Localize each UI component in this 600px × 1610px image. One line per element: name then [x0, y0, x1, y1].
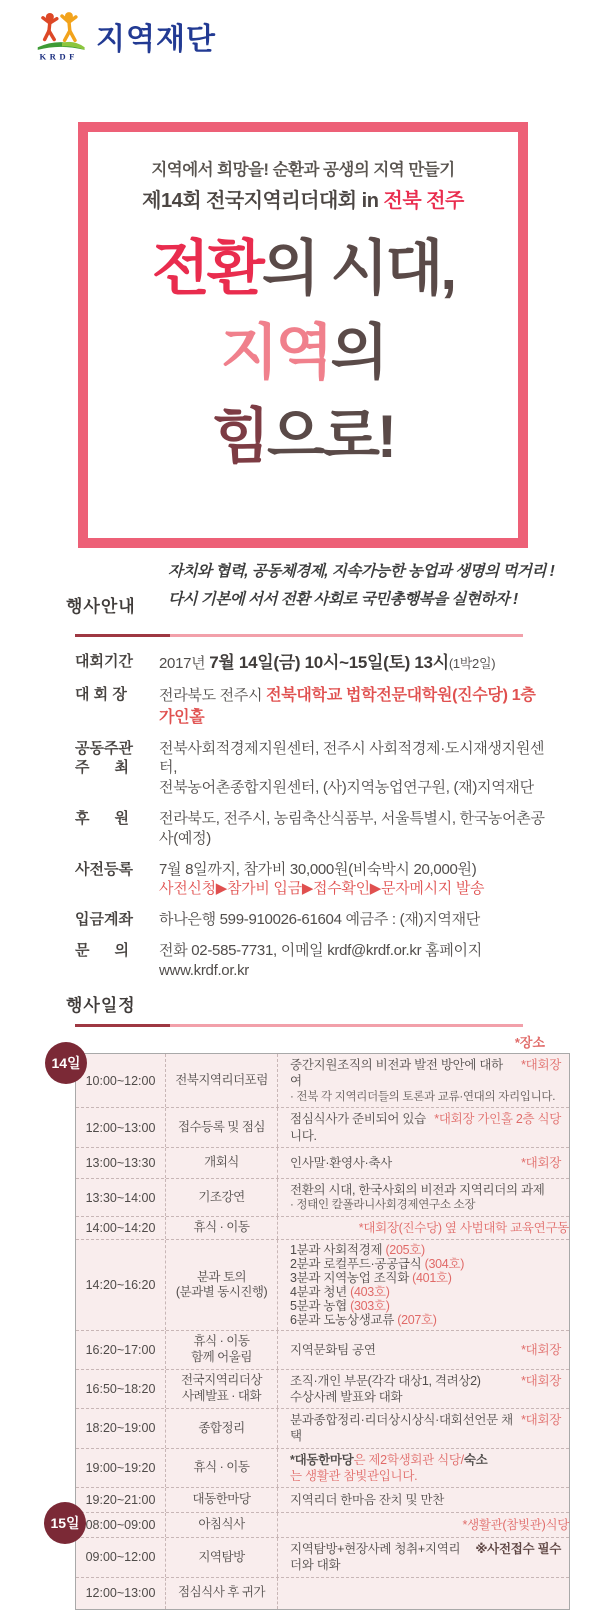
body-cell: 조직·개인 부문(각각 대상1, 격려상2) *대회장 수상사례 발표와 대화: [290, 1373, 561, 1404]
room-number: (403호): [350, 1285, 390, 1300]
room-number: (303호): [350, 1299, 390, 1314]
title-line-1: 전환의 시대,: [151, 235, 455, 302]
location-note: *대회장: [521, 1413, 561, 1428]
info-value: 전라북도 전주시 전북대학교 법학전문대학원(진수당) 1층 가인홀: [159, 687, 536, 726]
title-line-2: 지역의: [220, 319, 386, 386]
event-poster: [78, 122, 528, 548]
info-value: 7월 8일까지, 참가비 30,000원(비숙박시 20,000원) 사전신청▶참가비 입금▶접수확인▶문자메시지 발송: [159, 860, 485, 898]
body-cell: 지역리더 한마음 잔치 및 만찬: [290, 1493, 444, 1507]
location-note: *대회장: [521, 1155, 561, 1170]
room-number: (205호): [385, 1243, 425, 1258]
info-row-venue: [75, 685, 545, 727]
time-cell: 10:00~12:00: [76, 1054, 166, 1107]
location-note: *대회장: [521, 1373, 561, 1388]
poster-location-accent: 전북 전주: [383, 190, 464, 212]
info-label: 대 회 장: [75, 686, 127, 704]
info-row-contact: [75, 941, 545, 981]
title-cell: 기조강연: [166, 1179, 278, 1216]
room-number: (207호): [397, 1313, 437, 1328]
pre-registration-note: ※사전접수 필수: [475, 1542, 561, 1557]
session-item: 6분과 도농상생교류 (207호): [290, 1313, 437, 1328]
schedule-row: [76, 1054, 569, 1108]
poster-subtitle-1: 지역에서 희망을! 순환과 공생의 지역 만들기: [151, 161, 455, 179]
body-cell: [278, 1449, 569, 1488]
info-value: 전화 02-585-7731, 이메일 krdf@krdf.or.kr 홈페이지 www.krdf.or.kr: [159, 942, 482, 979]
info-label: 문 의: [75, 942, 129, 960]
mixed-note: *대동한마당은 제2학생회관 식당/숙소는 생활관 참빛관입니다.: [290, 1452, 488, 1483]
poster-subtitle-2: 제14회 전국지역리더대회 in 전북 전주: [142, 190, 464, 212]
title-cell: 전국지역리더상 사례발표 · 대화: [166, 1370, 278, 1409]
body-cell: [278, 1578, 569, 1609]
body-cell: 분과종합정리·리더상시상식·대회선언문 채택 *대회장: [290, 1413, 561, 1444]
schedule-row: [76, 1217, 569, 1240]
time-cell: 09:00~12:00: [76, 1538, 166, 1577]
info-row-period: [75, 652, 545, 674]
info-value: 전북사회적경제지원센터, 전주시 사회적경제·도시재생지원센터, 전북농어촌종합지원센터, (사)지역농업연구원, (재)지역재단: [159, 739, 545, 797]
schedule-row: [76, 1488, 569, 1513]
poster-main-title: [88, 227, 518, 479]
event-info-list: [75, 652, 545, 992]
title-cell: 종합정리: [166, 1409, 278, 1448]
session-item: 3분과 지역농업 조직화 (401호): [290, 1271, 452, 1286]
time-cell: 12:00~13:00: [76, 1108, 166, 1147]
schedule-row: [76, 1409, 569, 1449]
title-cell: 휴식 · 이동 함께 어울림: [166, 1331, 278, 1368]
session-item: 4분과 청년 (403호): [290, 1285, 390, 1300]
schedule-row: [76, 1148, 569, 1179]
location-note: *대회장(진수당) 옆 사범대학 교육연구동: [358, 1221, 569, 1236]
body-cell: 중간지원조직의 비전과 발전 방안에 대하여 *대회장 · 전북 각 지역리더들의 토론과 교류·연대의 자리입니다.: [290, 1058, 561, 1103]
info-label: 입금계좌: [75, 911, 133, 929]
title-cell: 개회식: [166, 1148, 278, 1178]
body-cell: 전환의 시대, 한국사회의 비전과 지역리더의 과제 · 정태인 칼폴라니사회경제연구소 소장: [290, 1182, 545, 1212]
title-cell: 아침식사: [166, 1513, 278, 1537]
title-cell: 지역탐방: [166, 1538, 278, 1577]
time-cell: 16:50~18:20: [76, 1370, 166, 1409]
schedule-table-wrap: [50, 1053, 570, 1610]
day-badge-15: 15일: [44, 1502, 86, 1544]
time-cell: 13:00~13:30: [76, 1148, 166, 1178]
room-number: (401호): [412, 1271, 452, 1286]
tagline-line-2: 다시 기본에 서서 전환 사회로 국민총행복을 실현하자 !: [168, 590, 518, 608]
info-row-register: [75, 860, 545, 900]
info-label: 사전등록: [75, 860, 133, 878]
room-number: (304호): [424, 1257, 465, 1272]
body-cell: 인사말·환영사·축사 *대회장: [290, 1155, 561, 1170]
body-cell: 지역탐방+현장사례 청취+지역리더와 대화 ※사전접수 필수: [290, 1542, 561, 1573]
schedule-row: [76, 1538, 569, 1578]
info-row-hosts: [75, 739, 545, 798]
section-title-schedule: 행사일정: [66, 996, 136, 1015]
time-cell: 13:30~14:00: [76, 1179, 166, 1216]
tagline: [168, 558, 568, 614]
time-cell: 12:00~13:00: [76, 1578, 166, 1609]
session-item: 1분과 사회적경제 (205호): [290, 1243, 425, 1258]
info-value: 하나은행 599-910026-61604 예금주 : (재)지역재단: [159, 911, 480, 929]
info-label: 후 원: [75, 810, 129, 828]
time-cell: 19:20~21:00: [76, 1488, 166, 1512]
title-cell: 접수등록 및 점심: [166, 1108, 278, 1147]
logo: [36, 10, 216, 62]
session-item: 5분과 농협 (303호): [290, 1299, 390, 1314]
krdf-letters: KRDF: [39, 51, 78, 62]
divider: [75, 1024, 523, 1027]
schedule-row: [76, 1331, 569, 1369]
schedule-row: [76, 1108, 569, 1148]
logo-wordmark: 지역재단: [96, 23, 216, 56]
day-badge-14: 14일: [45, 1042, 87, 1084]
location-note: *대회장 가인홀 2층 식당: [434, 1112, 561, 1127]
title-cell: 대동한마당: [166, 1488, 278, 1512]
info-value: 2017년 7월 14일(금) 10시~15일(토) 13시(1박2일): [159, 653, 496, 672]
title-cell: 분과 토의 (분과별 동시진행): [166, 1240, 278, 1330]
schedule-row: [76, 1578, 569, 1609]
body-cell: 점심식사가 준비되어 있습니다. *대회장 가인홀 2층 식당: [290, 1112, 561, 1143]
info-label: 공동주관 주 최: [75, 739, 133, 777]
section-title-info: 행사안내: [66, 597, 136, 616]
place-note: *장소: [514, 1035, 545, 1050]
title-cell: 휴식 · 이동: [166, 1449, 278, 1488]
title-cell: 전북지역리더포럼: [166, 1054, 278, 1107]
schedule-row: [76, 1449, 569, 1489]
time-cell: 14:00~14:20: [76, 1217, 166, 1239]
time-cell: 18:20~19:00: [76, 1409, 166, 1448]
info-row-sponsor: [75, 809, 545, 849]
time-cell: 16:20~17:00: [76, 1331, 166, 1368]
divider: [75, 634, 523, 637]
schedule-table: [50, 1053, 570, 1610]
location-note: *대회장: [521, 1058, 561, 1072]
schedule-row: [76, 1370, 569, 1410]
body-cell: [278, 1217, 569, 1239]
schedule-row: [50, 1513, 569, 1538]
info-value: 전라북도, 전주시, 농림축산식품부, 서울특별시, 한국농어촌공사(예정): [159, 810, 545, 847]
register-steps: 사전신청▶참가비 입금▶접수확인▶문자메시지 발송: [159, 880, 485, 898]
title-cell: 점심식사 후 귀가: [166, 1578, 278, 1609]
time-cell: 08:00~09:00: [76, 1513, 166, 1537]
title-cell: 휴식 · 이동: [166, 1217, 278, 1239]
krdf-people-logo-icon: [36, 10, 88, 62]
location-note: *대회장: [521, 1342, 561, 1357]
schedule-row: [76, 1240, 569, 1331]
schedule-row: [76, 1179, 569, 1217]
time-cell: 19:00~19:20: [76, 1449, 166, 1488]
title-line-3: 힘으로!: [212, 403, 394, 470]
info-label: 대회기간: [75, 653, 133, 670]
time-cell: 14:20~16:20: [76, 1240, 166, 1330]
location-note: *생활관(참빛관)식당: [462, 1518, 569, 1532]
session-item: 2분과 로컬푸드·공공급식 (304호): [290, 1257, 465, 1272]
body-cell: [278, 1513, 569, 1537]
info-row-account: [75, 910, 545, 930]
body-cell: 지역문화팀 공연 *대회장: [290, 1342, 561, 1357]
tagline-line-1: 자치와 협력, 공동체경제, 지속가능한 농업과 생명의 먹거리 !: [168, 563, 555, 580]
body-cell: [278, 1240, 569, 1330]
